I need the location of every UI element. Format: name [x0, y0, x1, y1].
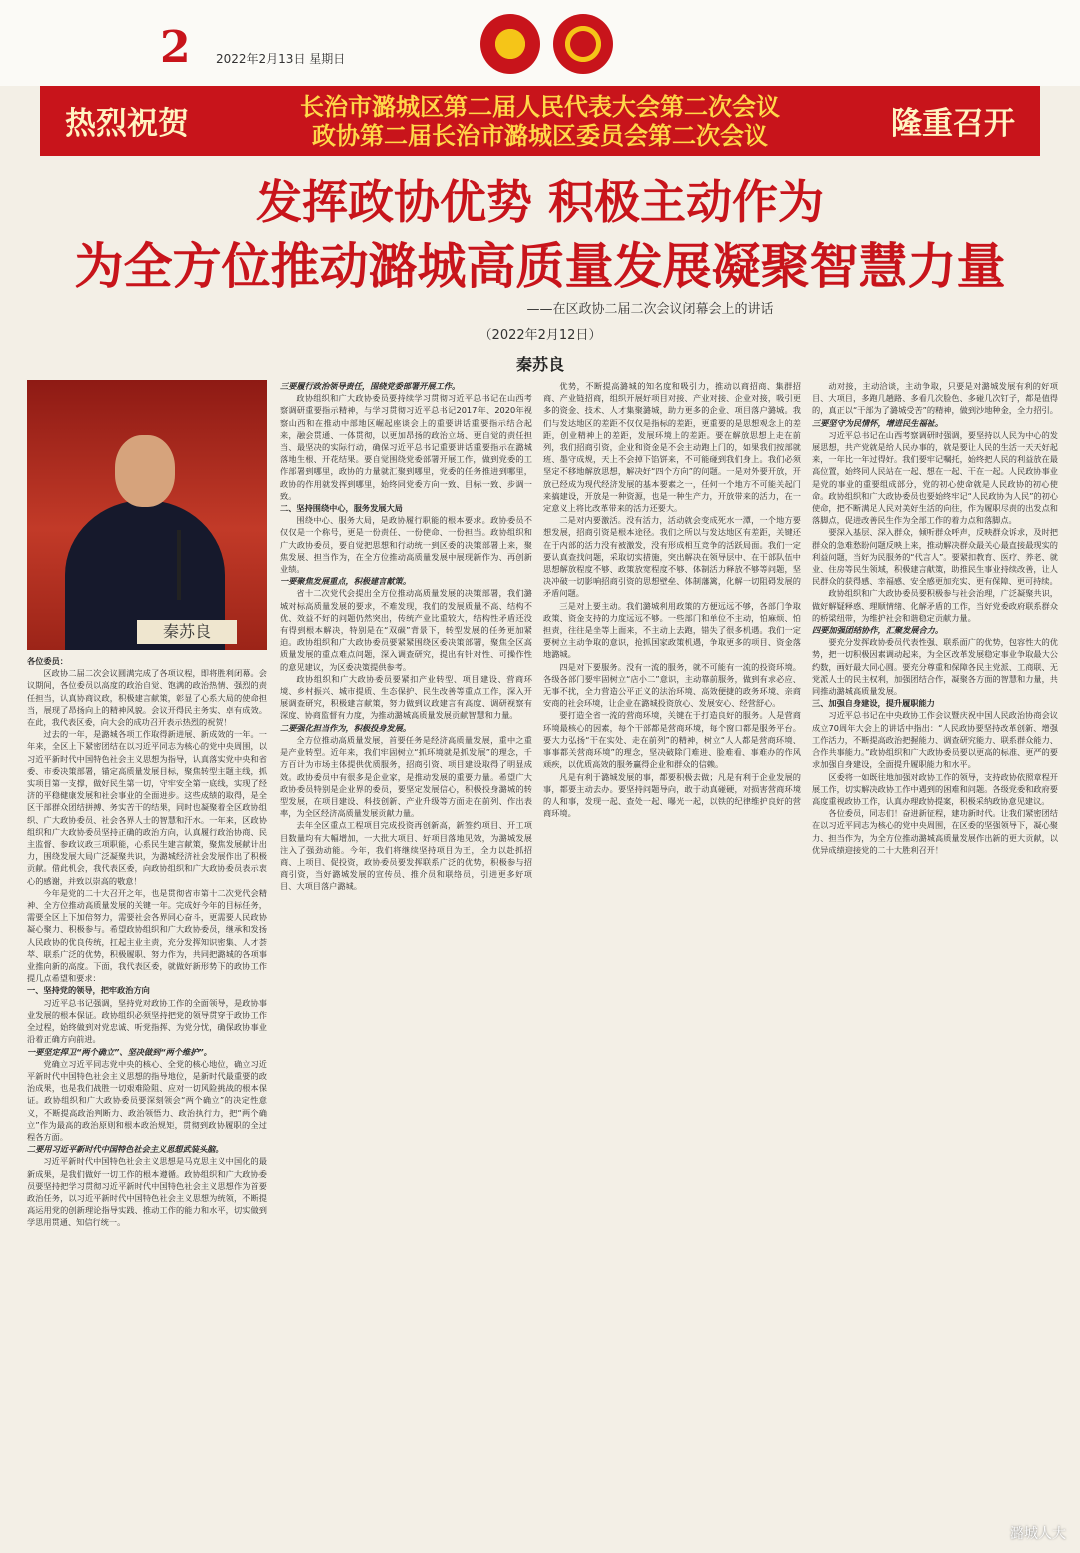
paragraph: 凡是有利于潞城发展的事，都要积极去做；凡是有利于企业发展的事，都要主动去办。要坚持问题导向，敢于动真碰硬，对损害营商环境的人和事，发现一起、查处一起、曝光一起，以铁的纪律维护良好的营商环境。	[543, 771, 801, 819]
paragraph: 习近平总书记在中央政协工作会议暨庆祝中国人民政治协商会议成立70周年大会上的讲话中指出：“人民政协要坚持改革创新、增强工作活力，不断提高政治把握能力、调查研究能力、联系群众能力、合作共事能力。”政协组织和广大政协委员要以更高的标准、更严的要求加强自身建设，全面提升履职能力和水平。	[812, 710, 1058, 770]
paragraph: 党确立习近平同志党中央的核心、全党的核心地位，确立习近平新时代中国特色社会主义思想的指导地位，是新时代最重要的政治成果，也是我们战胜一切艰难险阻、应对一切风险挑战的根本保证。政协组织和广大政协委员要深刻领会“两个确立”的决定性意义，不断提高政治判断力、政治领悟力、政治执行力，把“两个确立”作为最高的政治原则和根本政治规矩，贯彻到政协履职的全过程各方面。	[27, 1058, 267, 1142]
headline-2: 为全方位推动潞城高质量发展凝聚智慧力量	[74, 237, 1006, 295]
speaker-photo	[27, 380, 267, 650]
paragraph: 要打造全省一流的营商环境，关键在于打造良好的服务。人是营商环境最核心的因素，每个干部都是营商环境，每个窗口都是服务平台。要大力弘扬“干在实处、走在前列”的精神，树立“人人都是营商环境、事事都关营商环境”的理念，坚决破除门难进、脸难看、事难办的作风顽疾，以优质高效的服务赢得企业和群众的信赖。	[543, 710, 801, 770]
issue-date: 2022年2月13日 星期日	[216, 52, 346, 66]
column-2	[280, 380, 532, 1545]
section-heading: 二要用习近平新时代中国特色社会主义思想武装头脑。	[27, 1144, 224, 1155]
section-heading: 一要聚焦发展重点，积极建言献策。	[280, 576, 412, 587]
paragraph: 动对接，主动洽谈，主动争取，只要是对潞城发展有利的好项目、大项目，多跑几趟路、多看几次脸色、多碰几次钉子，都是值得的，真正以“干部为了潞城受苦”的精神，做到沙地种金，全力招引。	[812, 381, 1058, 416]
paragraph: 政协组织和广大政协委员要紧扣产业转型、项目建设、营商环境、乡村振兴、城市提质、生态保护、民生改善等重点工作，深入开展调查研究，积极建言献策，努力做到议政建言有高度、调研视察有深度、协商监督有力度，为推动潞城高质量发展贡献智慧和力量。	[280, 673, 532, 721]
banner-center	[280, 92, 800, 150]
cppcc-emblem-icon	[553, 14, 613, 74]
section-heading: 二要强化担当作为，积极投身发展。	[280, 722, 412, 733]
paragraph: 四是对下要服务。没有一流的服务，就不可能有一流的投资环境。各级各部门要牢固树立“店小二”意识，主动靠前服务，做到有求必应、无事不扰，全力营造公平正义的法治环境、高效便捷的政务环境、亲商安商的社会环境，让企业在潞城投资放心、发展安心、经营舒心。	[543, 661, 801, 709]
section-heading: 三、加强自身建设，提升履职能力	[812, 698, 935, 709]
paragraph: 习近平总书记强调，坚持党对政协工作的全面领导，是政协事业发展的根本保证。政协组织必须坚持把党的领导贯穿于政协工作全过程，始终做到对党忠诚、听党指挥、为党分忧，确保政协事业沿着正确方向前进。	[27, 997, 267, 1045]
paragraph: 政协组织和广大政协委员要积极参与社会治理，广泛凝聚共识，做好解疑释惑、理顺情绪、化解矛盾的工作，当好党委政府联系群众的桥梁纽带，为维护社会和谐稳定贡献力量。	[812, 588, 1058, 623]
section-heading: 二、坚持围绕中心，服务发展大局	[280, 503, 403, 514]
nameplate: 秦苏良	[137, 620, 237, 644]
celebration-banner	[40, 86, 1040, 156]
column-3	[543, 380, 801, 1545]
masthead	[0, 0, 1080, 86]
paragraph: 习近平新时代中国特色社会主义思想是马克思主义中国化的最新成果，是我们做好一切工作的根本遵循。政协组织和广大政协委员要坚持把学习贯彻习近平新时代中国特色社会主义思想作为首要政治任务，以习近平新时代中国特色社会主义思想为统领，不断提高运用党的创新理论指导实践、推动工作的能力和水平，切实做到学思用贯通、知信行统一。	[27, 1156, 267, 1228]
paragraph: 要充分发挥政协委员代表性强、联系面广的优势，包容性大的优势，把一切积极因素调动起来，为全区改革发展稳定事业争取最大公约数，画好最大同心圆。要充分尊重和保障各民主党派、工商联、无党派人士的民主权利，加强团结合作，凝聚各方面的智慧和力量，共同推动潞城高质量发展。	[812, 637, 1058, 697]
section-heading: 三要坚守为民情怀，增进民生福祉。	[812, 417, 944, 428]
paragraph: 区政协二届二次会议圆满完成了各项议程，即将胜利闭幕。会议期间，各位委员以高度的政治自觉、饱满的政治热情、强烈的责任担当，认真协商议政，积极建言献策，彰显了心系大局的使命担当，展现了昂扬向上的精神风貌。会议开得民主务实、卓有成效。在此，我代表区委，向大会的成功召开表示热烈的祝贺！	[27, 668, 267, 728]
section-heading: 一要坚定捍卫“两个确立”、坚决做到“两个维护”。	[27, 1046, 212, 1057]
paragraph: 优势，不断提高潞城的知名度和吸引力，推动以商招商、集群招商、产业链招商，组织开展好项目对接、产业对接、企业对接，吸引更多的资金、技术、人才集聚潞城，助力更多的企业、项目落户潞城。我们与发达地区的差距不仅仅是指标的差距，更重要的是思想观念上的差距，创业精神上的差距，发展环境上的差距。要在解放思想上走在前列，我们招商引资，企业和资金是不会主动跑上门的，如果我们按部就班、墨守成规，天上不会掉下馅饼来，不可能碰到我们身上。我们必须坚定不移地解放思想，解决好“四个方向”的问题。一是对外要开放，开放已经成为现代经济发展的基本要素之一，任何一个地方不可能关起门来搞建设，开放是一种资源，也是一种生产力，开放带来的活力，在一定意义上将比改革带来的活力还要大。	[543, 381, 801, 514]
watermark: 潞城人大	[1010, 1526, 1066, 1542]
paragraph: 各位委员：	[27, 656, 68, 666]
paragraph: 区委将一如既往地加强对政协工作的领导，支持政协依照章程开展工作，切实解决政协工作中遇到的困难和问题。各级党委和政府要高度重视政协工作，认真办理政协提案，积极采纳政协意见建议。	[812, 771, 1058, 806]
paragraph: 三是对上要主动。我们潞城利用政策的方便远远不够，各部门争取政策、资金支持的力度远远不够。一些部门和单位不主动，怕麻烦、怕担责，往往是坐等上面来，不主动上去跑，错失了很多机遇。我们一定要树立主动争取的意识，抢抓国家政策机遇，争取更多的项目、资金落地潞城。	[543, 600, 801, 660]
microphone-icon	[177, 530, 181, 600]
section-heading: 一、坚持党的领导，把牢政治方向	[27, 985, 150, 996]
paragraph: 二是对内要激活。没有活力，活动就会变成死水一潭，一个地方要想发展，招商引资是根本途径。我们之所以与发达地区有差距，关键还在于内部的活力没有被激发，没有形成相互竞争的活跃局面。我们一定要认真查找问题，采取切实措施，突出解决在领导层中、在干部队伍中思想解放程度不够、政策放宽程度不够、体制活力释放不够等问题，坚决冲破一切影响招商引资的思想壁垒、体制藩篱，化解一切阻碍发展的矛盾问题。	[543, 515, 801, 599]
speech-date: （2022年2月12日）	[478, 328, 602, 343]
paragraph: 政协组织和广大政协委员要持续学习贯彻习近平总书记在山西考察调研重要指示精神，与学习贯彻习近平总书记2017年、2020年视察山西和在推动中部地区崛起座谈会上的重要讲话重要指示结合起来，融会贯通、一体贯彻，以更加昂扬的政治立场、更自觉的责任担当、最坚决的实际行动，确保习近平总书记重要讲话重要指示在潞城落地生根、开花结果。要自觉围绕党委部署开展工作，做到党委的工作部署到哪里，政协的力量就汇聚到哪里，党委的任务推进到哪里，政协的作用就发挥到哪里，始终同党委方向一致、目标一致、步调一致。	[280, 393, 532, 501]
column-4	[812, 380, 1058, 1545]
paragraph: 习近平总书记在山西考察调研时强调，要坚持以人民为中心的发展思想，共产党就是给人民办事的，就是要让人民的生活一天天好起来，一年比一年过得好。我们要牢记嘱托，始终把人民的利益放在最高位置，始终同人民站在一起、想在一起、干在一起。人民政协事业是党的事业的重要组成部分，党的初心使命就是人民政协的初心使命。政协组织和广大政协委员也要始终牢记“人民政协为人民”的初心使命，把不断满足人民对美好生活的向往，作为履职尽责的出发点和落脚点，促进改善民生作为全部工作的着力点和落脚点。	[812, 429, 1058, 526]
banner-line-1: 长治市潞城区第二届人民代表大会第二次会议	[300, 92, 780, 121]
paragraph: 各位委员，同志们！奋进新征程，建功新时代。让我们紧密团结在以习近平同志为核心的党中央周围，在区委的坚强领导下，凝心聚力、担当作为，为全方位推动潞城高质量发展作出新的更大贡献，以优异成绩迎接党的二十大胜利召开！	[812, 808, 1058, 855]
national-emblem-icon	[480, 14, 540, 74]
page-number: 2	[160, 22, 191, 73]
column-1	[27, 655, 267, 1545]
paragraph: 今年是党的二十大召开之年，也是贯彻省市第十二次党代会精神、全方位推动高质量发展的关键一年。完成好今年的目标任务，需要全区上下加倍努力，需要社会各界同心奋斗，更需要人民政协凝心聚力、积极参与。希望政协组织和广大政协委员，继承和发扬人民政协的优良传统，扛起主业主责，充分发挥知识密集、人才荟萃、联系广泛的优势，积极履职、努力作为，共同把潞城的各项事业推向新的高度。下面，我代表区委，就做好新形势下的政协工作提几点希望和要求：	[27, 887, 267, 984]
paragraph: 省十二次党代会提出全方位推动高质量发展的决策部署，我们潞城对标高质量发展的要求，不难发现，我们的发展质量不高、结构不优、效益不好的问题仍然突出，传统产业比重较大，结构性矛盾还没有得到根本解决，特别是在“双碳”背景下，转型发展的任务更加紧迫。政协组织和广大政协委员要紧紧围绕区委决策部署，聚焦全区高质量发展的重点难点问题，深入调查研究，提出有针对性、可操作性的意见建议，为区委决策提供参考。	[280, 588, 532, 672]
paragraph: 围绕中心、服务大局，是政协履行职能的根本要求。政协委员不仅仅是一个称号，更是一份责任、一份使命、一份担当。政协组织和广大政协委员，要自觉把思想和行动统一到区委的决策部署上来，聚焦发展、担当作为，在全方位推动高质量发展中展现新作为、再创新业绩。	[280, 515, 532, 575]
paragraph: 过去的一年，是潞城各项工作取得新进展、新成效的一年。一年来，全区上下紧密团结在以习近平同志为核心的党中央周围，以习近平新时代中国特色社会主义思想为指导，认真落实党中央和省委、市委决策部署，锚定高质量发展目标，聚焦转型主题主线，抓实项目第一支撑，做好民生第一切，守牢安全第一底线，实现了经济的平稳健康发展和社会事业的全面进步。这些成绩的取得，是全区干部群众团结拼搏、务实苦干的结果，同时也凝聚着全区政协组织、广大政协委员、社会各界人士的智慧和汗水。一年来，区政协组织和广大政协委员坚持正确的政治方向，认真履行政治协商、民主监督、参政议政三项职能，心系民生建言献策，聚焦发展献计出力，围绕发展大局广泛凝聚共识，为潞城经济社会发展作出了积极贡献。借此机会，我代表区委，向政协组织和广大政协委员表示衷心的感谢，并致以崇高的敬意！	[27, 729, 267, 886]
section-heading: 三要履行政治领导责任，围绕党委部署开展工作。	[280, 381, 461, 391]
headline-1: 发挥政协优势 积极主动作为	[255, 175, 824, 229]
banner-line-2: 政协第二届长治市潞城区委员会第二次会议	[312, 121, 768, 150]
speaker-head	[115, 435, 175, 507]
subtitle: ——在区政协二届二次会议闭幕会上的讲话	[526, 302, 774, 317]
paragraph: 去年全区重点工程项目完成投资再创新高，新签约项目、开工项目数量均有大幅增加，一大批大项目、好项目落地见效，为潞城发展注入了强劲动能。今年，我们将继续坚持项目为王，全力以赴抓招商、上项目、促投资，政协委员要发挥联系广泛的优势，积极参与招商引资，当好潞城发展的宣传员、推介员和联络员，引进更多好项目、大项目落户潞城。	[280, 820, 532, 892]
section-heading: 四要加强团结协作，汇聚发展合力。	[812, 625, 944, 636]
paragraph: 全方位推动高质量发展，首要任务是经济高质量发展，重中之重是产业转型。近年来，我们牢固树立“抓环境就是抓发展”的理念，千方百计为市场主体提供优质服务，招商引资、项目建设取得了明显成效。政协委员中有很多是企业家，是推动发展的重要力量。希望广大政协委员特别是企业界的委员，要坚定发展信心，积极投身潞城的转型发展，在项目建设、科技创新、产业升级等方面走在前列、作出表率，为全区经济高质量发展贡献力量。	[280, 734, 532, 819]
banner-right-text: 隆重召开	[891, 106, 1015, 142]
banner-left-text: 热烈祝贺	[65, 106, 189, 142]
author: 秦苏良	[515, 355, 564, 374]
paragraph: 要深入基层、深入群众，倾听群众呼声，反映群众诉求，及时把群众的急难愁盼问题反映上来，推动解决群众最关心最直接最现实的利益问题，当好为民服务的“代言人”。要紧扣教育、医疗、养老、就业、住房等民生领域，积极建言献策，助推民生事业持续改善，让人民群众的获得感、幸福感、安全感更加充实、更有保障、更可持续。	[812, 527, 1058, 587]
